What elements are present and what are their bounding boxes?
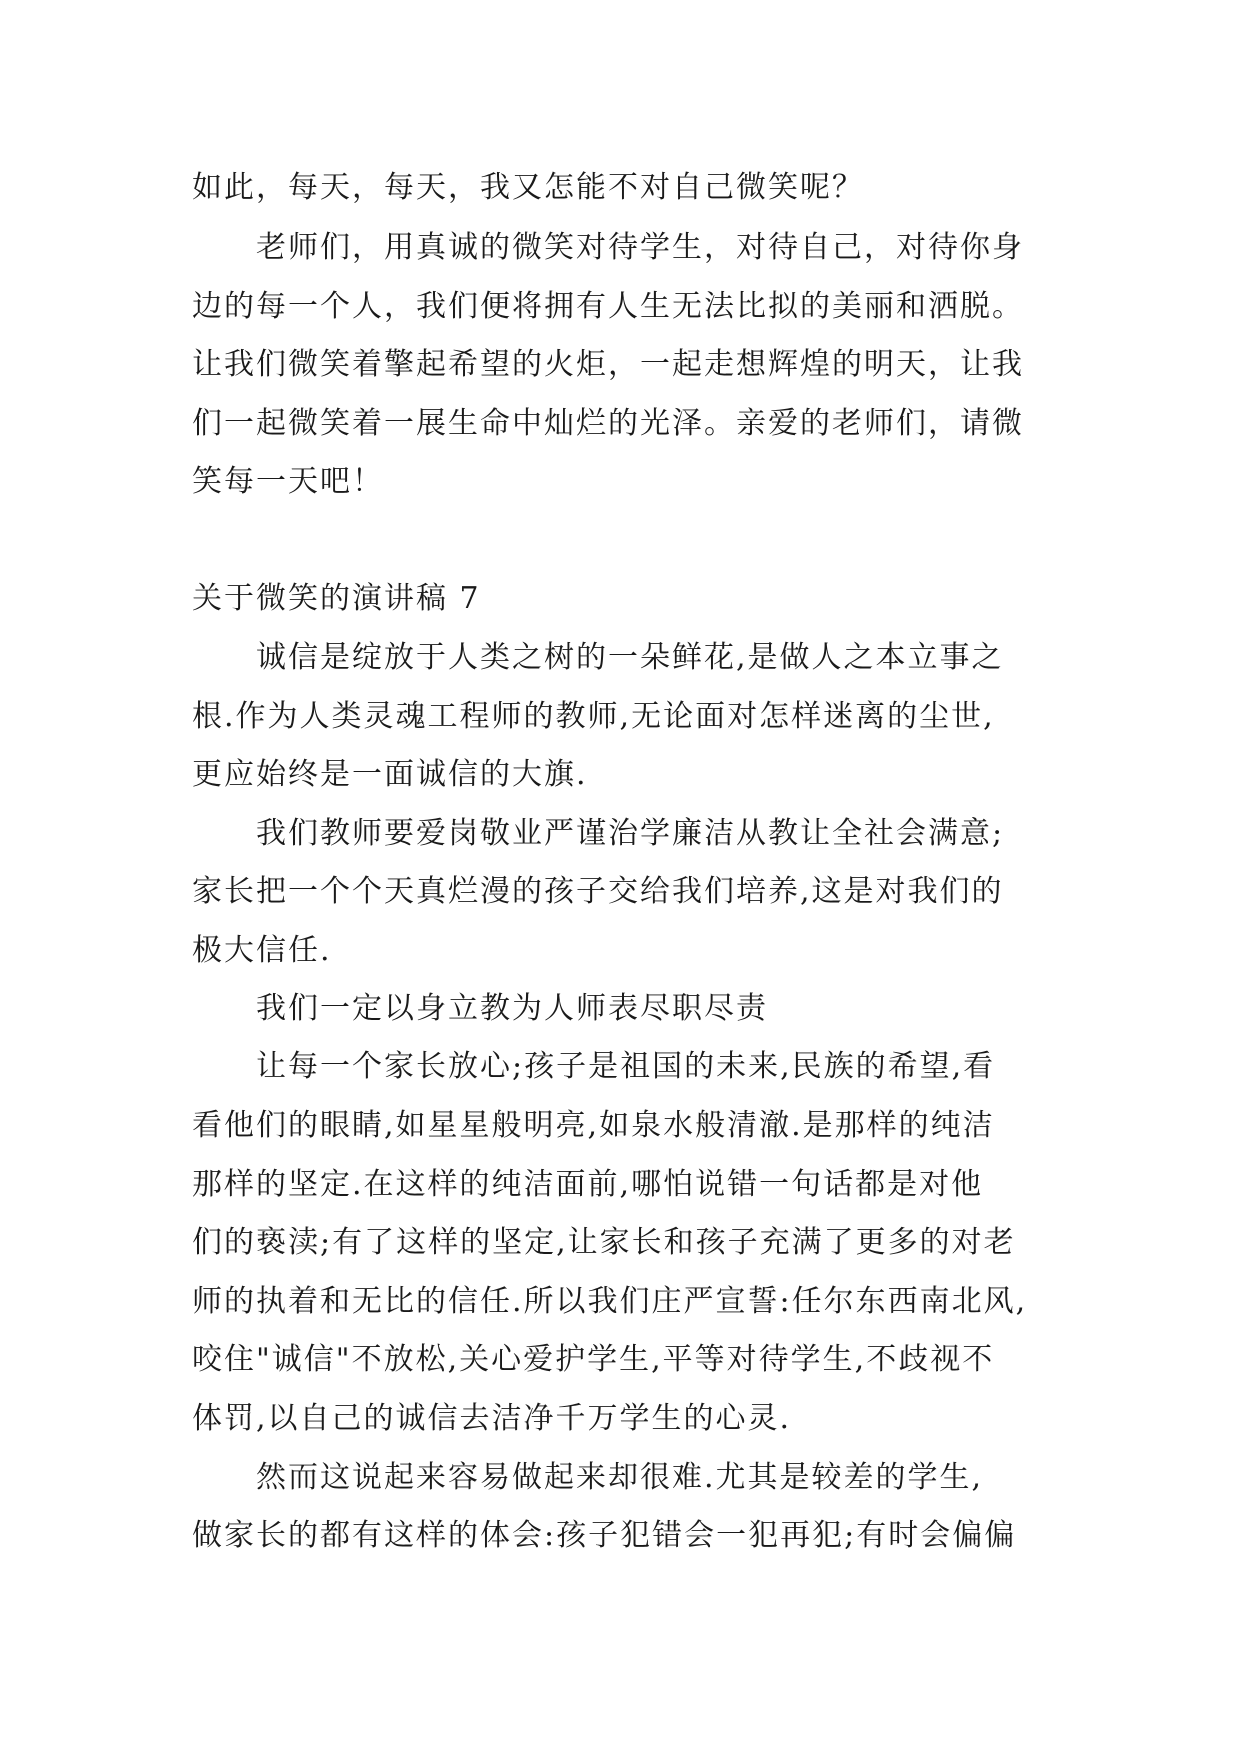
text-line: 家长把一个个天真烂漫的孩子交给我们培养,这是对我们的 [192, 874, 1004, 909]
text-line: 们的亵渎;有了这样的坚定,让家长和孩子充满了更多的对老 [192, 1225, 1016, 1260]
text-line: 咬住"诚信"不放松,关心爱护学生,平等对待学生,不歧视不 [192, 1342, 995, 1377]
paragraph-start: 让每一个家长放心;孩子是祖国的未来,民族的希望,看 [256, 1049, 996, 1084]
text-line: 更应始终是一面诚信的大旗. [192, 757, 588, 792]
paragraph-start: 我们教师要爱岗敬业严谨治学廉洁从教让全社会满意; [256, 816, 1005, 851]
section-heading: 关于微笑的演讲稿 7 [192, 581, 481, 616]
text-line: 极大信任. [192, 933, 332, 968]
text-line: 让我们微笑着擎起希望的火炬，一起走想辉煌的明天，让我 [192, 347, 1024, 382]
text-line: 师的执着和无比的信任.所以我们庄严宣誓:任尔东西南北风, [192, 1284, 1028, 1319]
text-line: 边的每一个人，我们便将拥有人生无法比拟的美丽和洒脱。 [192, 289, 1024, 324]
paragraph-start: 老师们，用真诚的微笑对待学生，对待自己，对待你身 [256, 230, 1024, 265]
text-line-1: 如此，每天，每天，我又怎能不对自己微笑呢？ [192, 170, 864, 205]
text-line: 体罚,以自己的诚信去洁净千万学生的心灵. [192, 1401, 792, 1436]
text-line: 做家长的都有这样的体会:孩子犯错会一犯再犯;有时会偏偏 [192, 1518, 1017, 1553]
text-line: 笑每一天吧！ [192, 464, 384, 499]
paragraph-start: 诚信是绽放于人类之树的一朵鲜花,是做人之本立事之 [256, 640, 1004, 675]
paragraph-start: 然而这说起来容易做起来却很难.尤其是较差的学生, [256, 1460, 984, 1495]
paragraph-start: 我们一定以身立教为人师表尽职尽责 [256, 991, 768, 1026]
text-line: 们一起微笑着一展生命中灿烂的光泽。亲爱的老师们，请微 [192, 406, 1024, 441]
text-line: 那样的坚定.在这样的纯洁面前,哪怕说错一句话都是对他 [192, 1167, 984, 1202]
text-line: 根.作为人类灵魂工程师的教师,无论面对怎样迷离的尘世, [192, 699, 995, 734]
text-line: 看他们的眼睛,如星星般明亮,如泉水般清澈.是那样的纯洁 [192, 1108, 995, 1143]
